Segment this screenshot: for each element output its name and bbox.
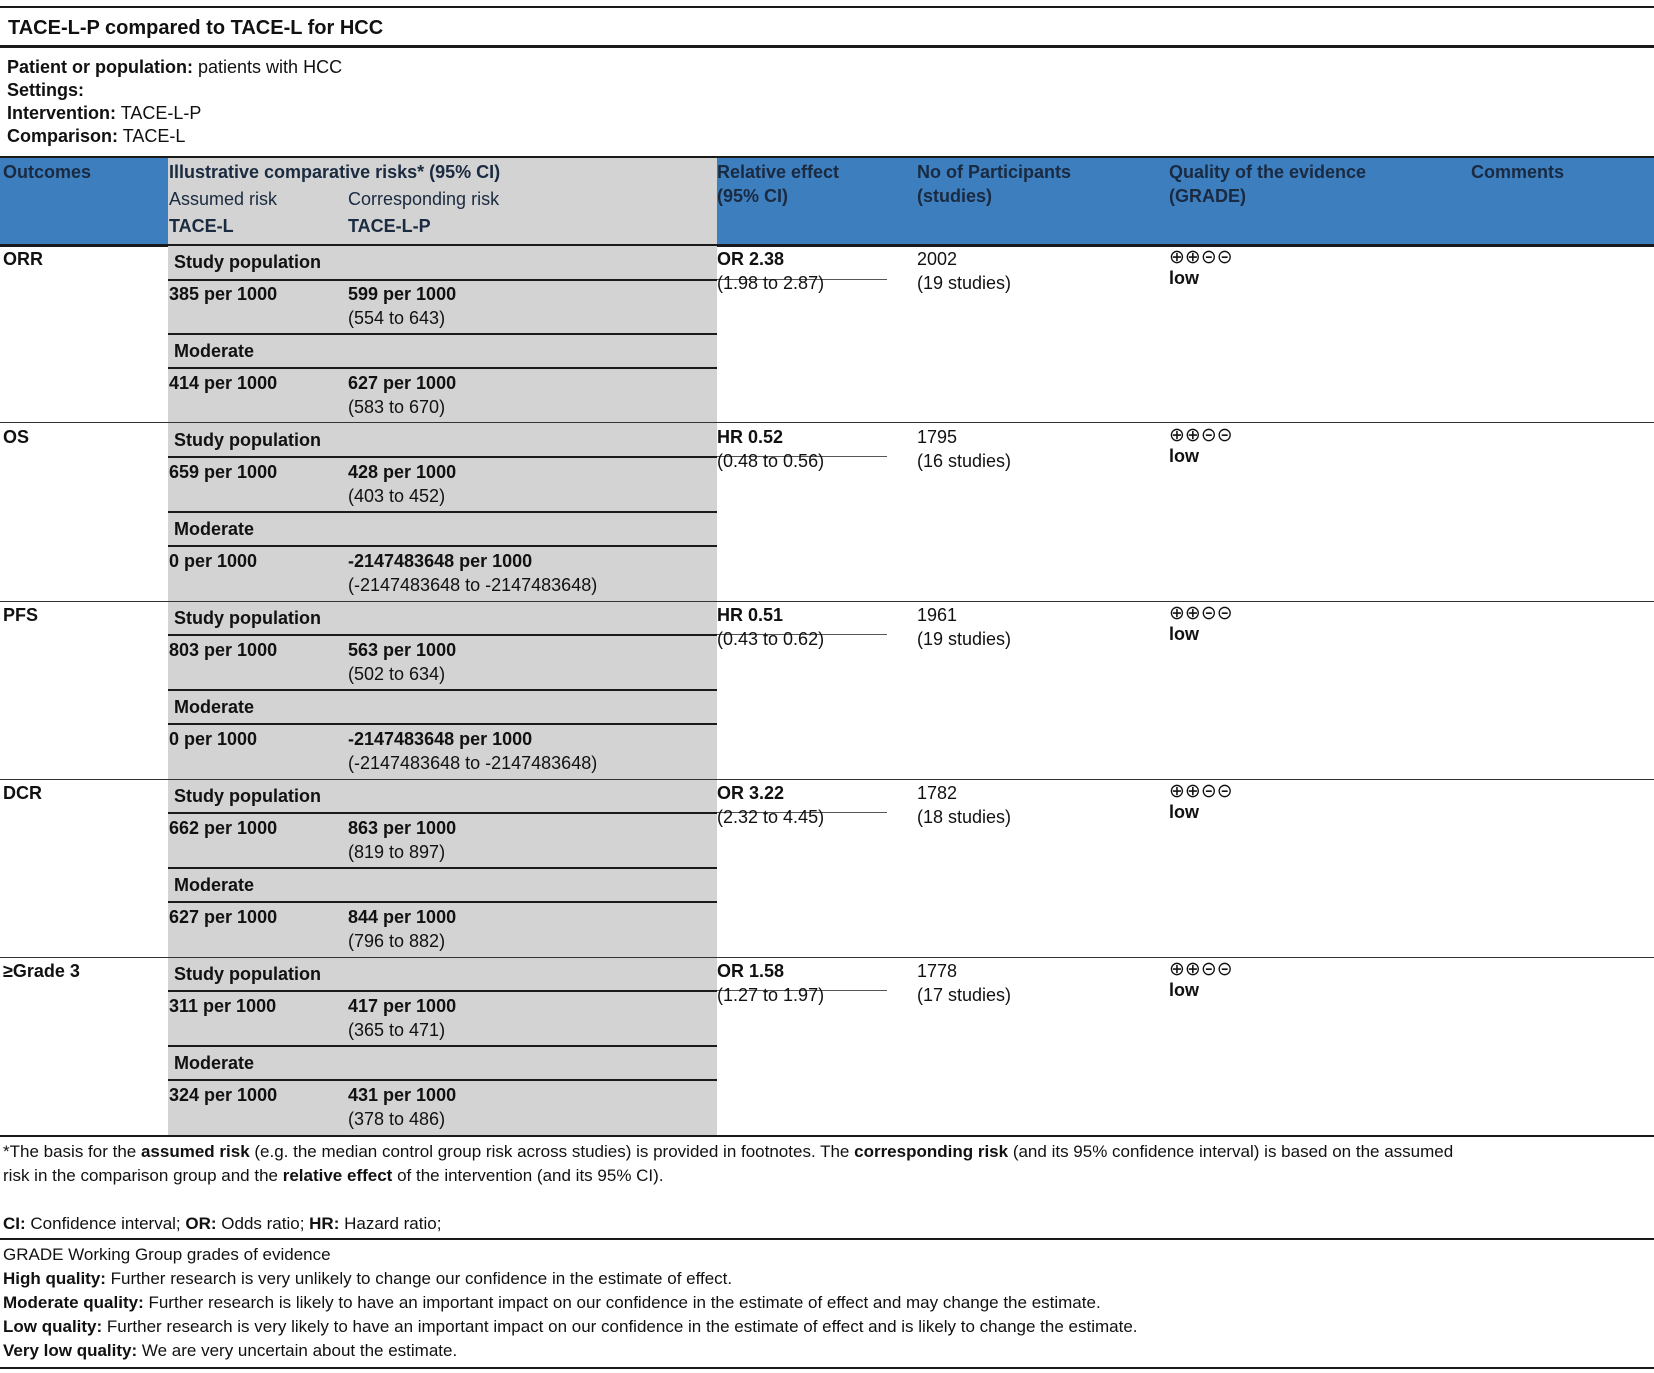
grade-def-text: Further research is very likely to have an important impact on our confidence in the estimate of effect and is likely to change the estimate. bbox=[102, 1317, 1138, 1336]
study-corresponding-risk: 428 per 1000 bbox=[348, 462, 457, 482]
moderate-corresponding-ci: (-2147483648 to -2147483648) bbox=[348, 753, 598, 773]
footnote-emphasis: assumed risk bbox=[140, 1142, 250, 1161]
study-corresponding-risk: 563 per 1000 bbox=[348, 640, 457, 660]
moderate-assumed-risk: 324 per 1000 bbox=[169, 1085, 278, 1105]
grade-symbols: ⊕⊕⊝⊝ bbox=[1169, 959, 1233, 980]
abbr-label: CI: bbox=[3, 1214, 26, 1233]
header-risks: Illustrative comparative risks* (95% CI) bbox=[169, 162, 501, 182]
risk-divider bbox=[168, 279, 717, 281]
relative-effect-ci: (0.48 to 0.56) bbox=[717, 451, 825, 471]
grade-def-text: Further research is likely to have an important impact on our confidence in the estimate of effect and may change the estimate. bbox=[143, 1293, 1101, 1312]
header-quality-1: Quality of the evidence bbox=[1169, 162, 1367, 182]
study-corresponding-ci: (819 to 897) bbox=[348, 842, 446, 862]
risk-divider bbox=[168, 333, 717, 335]
abbr-text: Hazard ratio; bbox=[339, 1214, 442, 1233]
outcome-name: ≥Grade 3 bbox=[3, 961, 80, 981]
grade-def-text: We are very uncertain about the estimate. bbox=[137, 1341, 458, 1360]
study-corresponding-ci: (554 to 643) bbox=[348, 308, 446, 328]
risk-divider bbox=[168, 812, 717, 814]
grade-symbols: ⊕⊕⊝⊝ bbox=[1169, 247, 1233, 268]
header-assumed-group: TACE-L bbox=[169, 216, 234, 236]
study-corresponding-risk: 599 per 1000 bbox=[348, 284, 457, 304]
grade-def-label: Low quality: bbox=[3, 1317, 103, 1336]
intervention-value: TACE-L-P bbox=[120, 103, 202, 123]
risk-divider bbox=[168, 367, 717, 369]
studies-count: (19 studies) bbox=[917, 629, 1012, 649]
intervention-label: Intervention: bbox=[7, 103, 117, 123]
grade-symbols: ⊕⊕⊝⊝ bbox=[1169, 781, 1233, 802]
moderate-assumed-risk: 0 per 1000 bbox=[169, 729, 258, 749]
risk-divider bbox=[168, 634, 717, 636]
relative-effect: OR 2.38 bbox=[717, 249, 785, 269]
footnote-text: (and its 95% confidence interval) is based on the assumed bbox=[1008, 1142, 1454, 1161]
participants-count: 1961 bbox=[917, 605, 958, 625]
study-corresponding-ci: (365 to 471) bbox=[348, 1020, 446, 1040]
grade-def-label: Moderate quality: bbox=[3, 1293, 144, 1312]
comparison-line bbox=[7, 126, 185, 147]
footnote-emphasis: relative effect bbox=[282, 1166, 393, 1185]
participants-count: 2002 bbox=[917, 249, 958, 269]
risk-divider bbox=[168, 901, 717, 903]
population-value: patients with HCC bbox=[198, 57, 343, 77]
risk-divider bbox=[168, 456, 717, 458]
abbr-text: Odds ratio; bbox=[216, 1214, 310, 1233]
abbreviations-line bbox=[3, 1214, 441, 1234]
grade-label: low bbox=[1169, 802, 1199, 822]
relative-effect: OR 3.22 bbox=[717, 783, 785, 803]
grade-label: low bbox=[1169, 624, 1199, 644]
study-assumed-risk: 385 per 1000 bbox=[169, 284, 278, 304]
study-corresponding-ci: (502 to 634) bbox=[348, 664, 446, 684]
study-corresponding-risk: 417 per 1000 bbox=[348, 996, 457, 1016]
grade-label: low bbox=[1169, 268, 1199, 288]
moderate-corresponding-risk: -2147483648 per 1000 bbox=[348, 551, 533, 571]
risk-divider bbox=[168, 867, 717, 869]
header-quality-2: (GRADE) bbox=[1169, 186, 1246, 206]
header-relative-2: (95% CI) bbox=[717, 186, 789, 206]
settings-line bbox=[7, 80, 84, 101]
grade-low-line bbox=[3, 1317, 1138, 1337]
relative-effect-ci: (1.27 to 1.97) bbox=[717, 985, 825, 1005]
moderate-assumed-risk: 414 per 1000 bbox=[169, 373, 278, 393]
header-assumed: Assumed risk bbox=[169, 189, 278, 209]
studies-count: (17 studies) bbox=[917, 985, 1012, 1005]
moderate-label: Moderate bbox=[174, 697, 255, 717]
abbr-label: OR: bbox=[185, 1214, 217, 1233]
studies-count: (16 studies) bbox=[917, 451, 1012, 471]
moderate-corresponding-risk: 844 per 1000 bbox=[348, 907, 457, 927]
risk-divider bbox=[168, 511, 717, 513]
grade-symbols: ⊕⊕⊝⊝ bbox=[1169, 425, 1233, 446]
page-bottom-rule bbox=[0, 1367, 1654, 1369]
grade-symbols: ⊕⊕⊝⊝ bbox=[1169, 603, 1233, 624]
study-corresponding-ci: (403 to 452) bbox=[348, 486, 446, 506]
header-participants-1: No of Participants bbox=[917, 162, 1072, 182]
participants-count: 1778 bbox=[917, 961, 958, 981]
table-title: TACE-L-P compared to TACE-L for HCC bbox=[8, 17, 384, 39]
moderate-corresponding-ci: (-2147483648 to -2147483648) bbox=[348, 575, 598, 595]
abbr-text: Confidence interval; bbox=[25, 1214, 186, 1233]
study-assumed-risk: 662 per 1000 bbox=[169, 818, 278, 838]
study-assumed-risk: 659 per 1000 bbox=[169, 462, 278, 482]
footnote-text: *The basis for the bbox=[3, 1142, 141, 1161]
moderate-assumed-risk: 0 per 1000 bbox=[169, 551, 258, 571]
risk-divider bbox=[168, 1045, 717, 1047]
abbr-bottom-rule bbox=[0, 1238, 1654, 1240]
footnote-text: risk in the comparison group and the bbox=[3, 1166, 283, 1185]
comparison-value: TACE-L bbox=[122, 126, 186, 146]
study-population-label: Study population bbox=[174, 608, 321, 628]
moderate-corresponding-ci: (583 to 670) bbox=[348, 397, 446, 417]
settings-label: Settings: bbox=[7, 80, 85, 100]
relative-effect-ci: (1.98 to 2.87) bbox=[717, 273, 825, 293]
relative-effect: HR 0.51 bbox=[717, 605, 784, 625]
footnote-line-2 bbox=[3, 1166, 664, 1186]
moderate-corresponding-ci: (378 to 486) bbox=[348, 1109, 446, 1129]
grade-moderate-line bbox=[3, 1293, 1101, 1313]
moderate-corresponding-risk: 431 per 1000 bbox=[348, 1085, 457, 1105]
study-population-label: Study population bbox=[174, 786, 321, 806]
study-assumed-risk: 311 per 1000 bbox=[169, 996, 277, 1016]
risk-divider bbox=[168, 545, 717, 547]
outcome-name: OS bbox=[3, 427, 30, 447]
moderate-corresponding-risk: 627 per 1000 bbox=[348, 373, 457, 393]
relative-effect-ci: (2.32 to 4.45) bbox=[717, 807, 825, 827]
table-bottom-rule bbox=[0, 1135, 1654, 1137]
top-rule bbox=[0, 6, 1654, 8]
footnote-emphasis: corresponding risk bbox=[854, 1142, 1009, 1161]
moderate-label: Moderate bbox=[174, 875, 255, 895]
footnote-text: of the intervention (and its 95% CI). bbox=[392, 1166, 664, 1185]
grade-def-label: High quality: bbox=[3, 1269, 106, 1288]
moderate-corresponding-risk: -2147483648 per 1000 bbox=[348, 729, 533, 749]
grade-label: low bbox=[1169, 980, 1199, 1000]
header-outcomes: Outcomes bbox=[3, 162, 92, 182]
outcome-name: ORR bbox=[3, 249, 43, 269]
participants-count: 1782 bbox=[917, 783, 958, 803]
outcome-name: PFS bbox=[3, 605, 39, 625]
title-rule bbox=[0, 45, 1654, 48]
moderate-corresponding-ci: (796 to 882) bbox=[348, 931, 446, 951]
study-population-label: Study population bbox=[174, 964, 321, 984]
moderate-assumed-risk: 627 per 1000 bbox=[169, 907, 278, 927]
grade-high-line bbox=[3, 1269, 732, 1289]
header-corresponding: Corresponding risk bbox=[348, 189, 500, 209]
population-label: Patient or population: bbox=[7, 57, 193, 77]
grade-def-label: Very low quality: bbox=[3, 1341, 138, 1360]
grade-verylow-line bbox=[3, 1341, 457, 1361]
study-population-label: Study population bbox=[174, 252, 321, 272]
studies-count: (18 studies) bbox=[917, 807, 1012, 827]
moderate-label: Moderate bbox=[174, 1053, 255, 1073]
relative-effect: OR 1.58 bbox=[717, 961, 785, 981]
footnote-text: (e.g. the median control group risk across studies) is provided in footnotes. The bbox=[249, 1142, 855, 1161]
grade-definitions-title: GRADE Working Group grades of evidence bbox=[3, 1245, 331, 1264]
participants-count: 1795 bbox=[917, 427, 958, 447]
grade-def-text: Further research is very unlikely to change our confidence in the estimate of effect. bbox=[105, 1269, 733, 1288]
moderate-label: Moderate bbox=[174, 519, 255, 539]
header-comments: Comments bbox=[1471, 162, 1565, 182]
outcome-name: DCR bbox=[3, 783, 42, 803]
grade-label: low bbox=[1169, 446, 1199, 466]
study-corresponding-risk: 863 per 1000 bbox=[348, 818, 457, 838]
risk-divider bbox=[168, 689, 717, 691]
footnote-line-1 bbox=[3, 1142, 1453, 1162]
risk-divider bbox=[168, 990, 717, 992]
relative-effect: HR 0.52 bbox=[717, 427, 784, 447]
risk-divider bbox=[168, 1079, 717, 1081]
study-population-label: Study population bbox=[174, 430, 321, 450]
moderate-label: Moderate bbox=[174, 341, 255, 361]
population-line bbox=[7, 57, 342, 78]
header-participants-2: (studies) bbox=[917, 186, 993, 206]
intervention-line bbox=[7, 103, 201, 124]
comparison-label: Comparison: bbox=[7, 126, 119, 146]
abbr-label: HR: bbox=[309, 1214, 340, 1233]
header-corresponding-group: TACE-L-P bbox=[348, 216, 431, 236]
studies-count: (19 studies) bbox=[917, 273, 1012, 293]
relative-effect-ci: (0.43 to 0.62) bbox=[717, 629, 825, 649]
header-relative-1: Relative effect bbox=[717, 162, 840, 182]
study-assumed-risk: 803 per 1000 bbox=[169, 640, 278, 660]
risk-divider bbox=[168, 723, 717, 725]
